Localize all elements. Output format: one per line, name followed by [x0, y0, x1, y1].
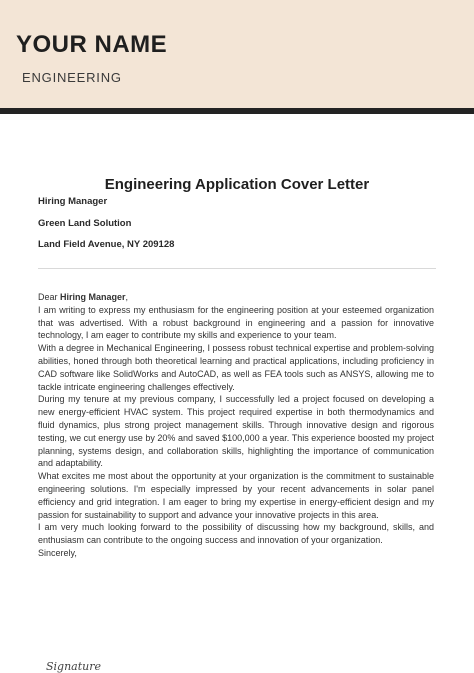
- applicant-name: YOUR NAME: [16, 31, 168, 58]
- paragraph-5: I am very much looking forward to the possibility of discussing how my background, skills, and enthusiasm can contribute to the ongoing success and innovation of your organization.: [38, 522, 434, 546]
- paragraph-2: With a degree in Mechanical Engineering, I possess robust technical expertise and problem-solving abilities, honed through both theoretical learning and practical applications, including proficiency in CAD software like SolidWorks and AutoCAD, as well as FEA tools such as ANSYS, allowing me to tackle intricate engineering challenges effectively.: [38, 343, 434, 392]
- paragraph-1: I am writing to express my enthusiasm for the engineering position at your esteemed organization that was advertised. With a robust background in engineering and a passion for innovative technology, I am eager to contribute my skills and experience to your team.: [38, 304, 434, 341]
- salutation: [38, 291, 434, 304]
- header-divider: [0, 108, 474, 114]
- closing: Sincerely,: [38, 547, 77, 558]
- section-divider: [38, 268, 436, 269]
- recipient-role: Hiring Manager: [38, 196, 108, 207]
- paragraph-4: What excites me most about the opportunity at your organization is the commitment to sustainable engineering solutions. I'm especially impressed by your recent advancements in solar panel efficiency and grid integration. I am eager to bring my expertise in energy-efficient design and my passion for sustainability to support and advance your innovative projects in this area.: [38, 471, 434, 520]
- salutation-name: Hiring Manager: [60, 292, 126, 302]
- recipient-company: Green Land Solution: [38, 218, 132, 229]
- letter-body: [38, 291, 434, 560]
- salutation-suffix: ,: [125, 292, 129, 302]
- applicant-field: ENGINEERING: [22, 70, 122, 85]
- salutation-prefix: Dear: [38, 292, 61, 302]
- recipient-address: Land Field Avenue, NY 209128: [38, 239, 175, 250]
- document-title: Engineering Application Cover Letter: [104, 176, 370, 193]
- paragraph-3: During my tenure at my previous company, I successfully led a project focused on developing a new energy-efficient HVAC system. This project required expertise in both thermodynamics and fluid dynamics, plus strong project management skills. Through innovative design and rigorous testing, we cut energy use by 20% and saved $100,000 a year. This experience boosted my project planning, systems design, and collaboration skills, highlighting the importance of communication and adaptability.: [38, 394, 434, 469]
- signature: Signature: [46, 660, 102, 673]
